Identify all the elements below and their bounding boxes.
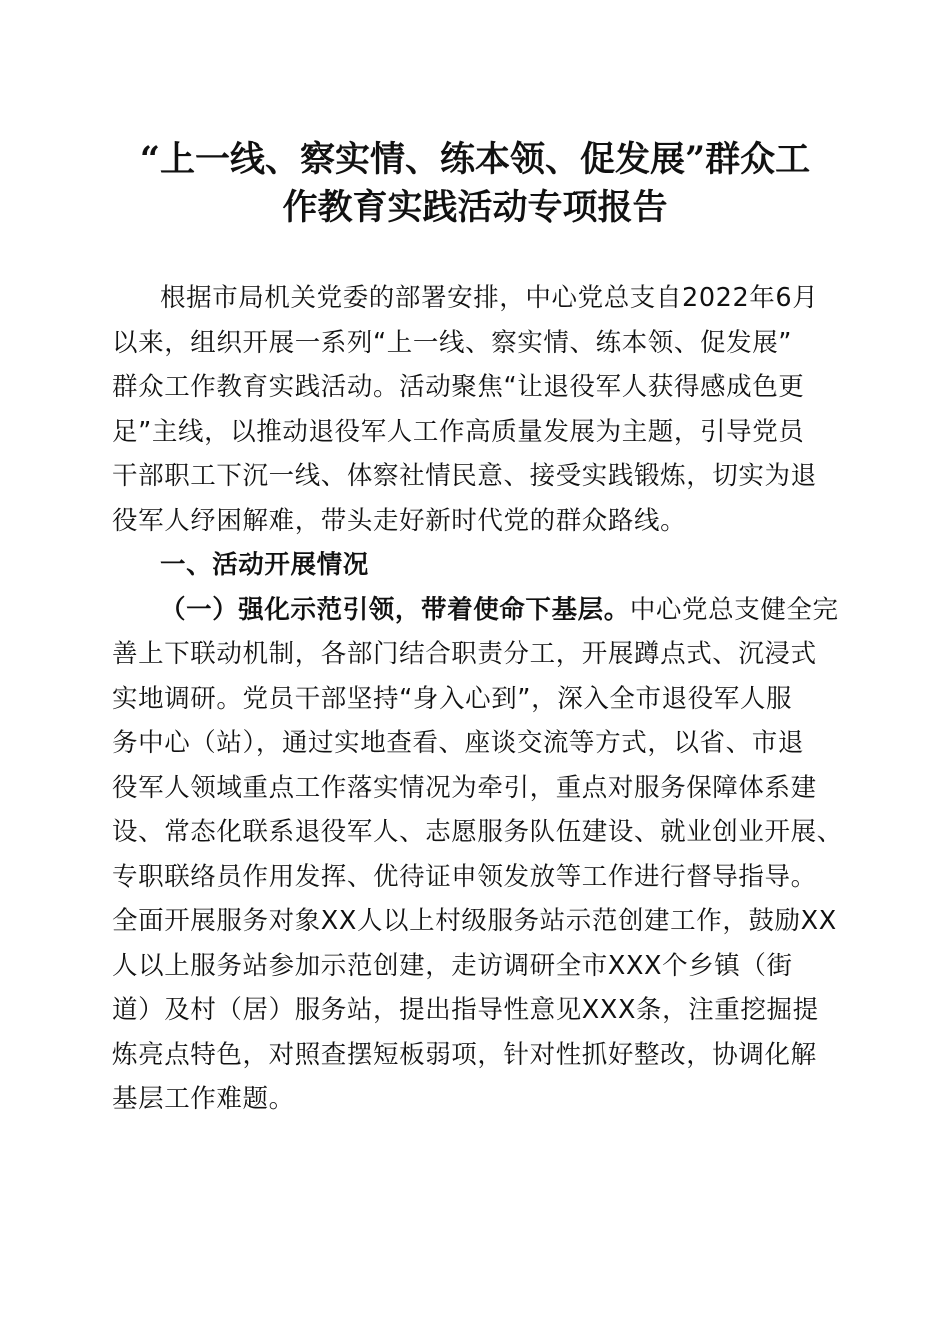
subsection-line: 专职联络员作用发挥、优待证申领发放等工作进行督导指导。: [112, 862, 817, 892]
subsection-first-line: [160, 588, 839, 633]
section-heading: 一、活动开展情况: [160, 550, 369, 580]
subsection-line-text: 中心党总支健全完: [629, 595, 839, 625]
subsection-line: 设、常态化联系退役军人、志愿服务队伍建设、就业创业开展、: [112, 817, 843, 847]
subsection-line: 实地调研。党员干部坚持“身入心到”，深入全市退役军人服: [112, 684, 793, 714]
intro-line: 群众工作教育实践活动。活动聚焦“让退役军人获得感成色更: [112, 372, 805, 402]
subsection-line: 善上下联动机制，各部门结合职责分工，开展蹲点式、沉浸式: [112, 639, 817, 669]
intro-line: 足”主线，以推动退役军人工作高质量发展为主题，引导党员: [112, 417, 805, 447]
subsection-line: 炼亮点特色，对照查摆短板弱项，针对性抓好整改，协调化解: [112, 1040, 817, 1070]
subsection-line: 道）及村（居）服务站，提出指导性意见XXX条，注重挖掘提: [112, 995, 819, 1025]
intro-line: 役军人纾困解难，带头走好新时代党的群众路线。: [112, 506, 687, 536]
subsection-line: 全面开展服务对象XX人以上村级服务站示范创建工作，鼓励XX: [112, 906, 837, 936]
subsection-line: 基层工作难题。: [112, 1084, 295, 1114]
intro-line: 根据市局机关党委的部署安排，中心党总支自2022年6月: [160, 283, 819, 313]
intro-line: 干部职工下沉一线、体察社情民意、接受实践锻炼，切实为退: [112, 461, 817, 491]
subsection-line: 人以上服务站参加示范创建，走访调研全市XXX个乡镇（街: [112, 951, 793, 981]
document-title-line-2: 作教育实践活动专项报告: [282, 187, 668, 228]
subsection-heading: （一）强化示范引领，带着使命下基层。: [160, 595, 630, 625]
intro-line: 以来，组织开展一系列“上一线、察实情、练本领、促发展”: [112, 328, 793, 358]
document-title-line-1: “上一线、察实情、练本领、促发展”群众工: [139, 139, 811, 180]
subsection-line: 役军人领域重点工作落实情况为牵引，重点对服务保障体系建: [112, 773, 817, 803]
subsection-line: 务中心（站），通过实地查看、座谈交流等方式，以省、市退: [112, 728, 804, 758]
